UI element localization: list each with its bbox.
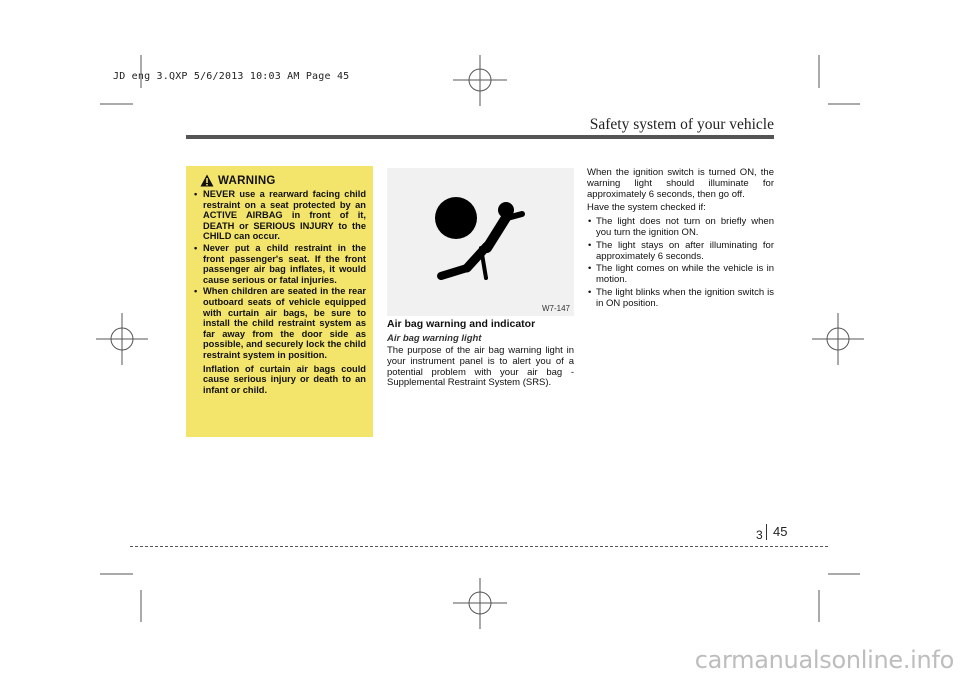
- airbag-illustration: [387, 168, 574, 316]
- ignition-section: [587, 168, 774, 312]
- section-title: Safety system of your vehicle: [589, 116, 774, 133]
- warning-extra-text: Inflation of curtain air bags could cause serious injury or death to an infant or child.: [203, 363, 366, 395]
- check-list: [587, 217, 774, 309]
- check-item: • The light comes on while the vehicle is in motion.: [588, 263, 774, 286]
- body-paragraph: The purpose of the air bag warning light in your instrument panel is to alert you of a potential problem with your air bag - Supplemental Restraint System (SRS).: [387, 345, 574, 389]
- warning-box: [186, 166, 373, 437]
- warning-header: [200, 174, 366, 187]
- page-number: 45: [766, 524, 787, 540]
- chapter-number: 3: [756, 528, 763, 542]
- illustration-code: W7-147: [541, 304, 570, 313]
- intro-paragraph: When the ignition switch is turned ON, the warning light should illuminate for approximately 6 seconds, then go off.: [587, 167, 774, 200]
- header-rule: [186, 135, 774, 139]
- warning-item: • NEVER use a rearward facing child restraint on a seat protected by an ACTIVE AIRBAG in front of it, DEATH or SERIOUS INJURY to the CHILD can occur.: [194, 189, 366, 242]
- airbag-section: [387, 318, 574, 389]
- check-item: • The light blinks when the ignition switch is in ON position.: [588, 286, 774, 309]
- warning-title: WARNING: [218, 174, 276, 187]
- warning-item: • Never put a child restraint in the front passenger's seat. If the front passenger air bag inflates, it would cause serious or fatal injuries.: [194, 242, 366, 285]
- section-subheading: Air bag warning light: [387, 333, 482, 344]
- airbag-warning-icon: [423, 196, 533, 291]
- check-item: • The light does not turn on briefly when you turn the ignition ON.: [588, 216, 774, 238]
- section-heading: Air bag warning and indicator: [387, 318, 536, 330]
- warning-triangle-icon: [200, 174, 214, 187]
- warning-item: • When children are seated in the rear outboard seats of vehicle equipped with curtain air bags, be sure to install the child restraint system as far away from the door side as possible, and securely lock the child restraint system in position.: [194, 286, 366, 360]
- print-slug: JD eng 3.QXP 5/6/2013 10:03 AM Page 45: [113, 71, 350, 82]
- check-item: • The light stays on after illuminating for approximately 6 seconds.: [588, 239, 774, 262]
- check-intro: Have the system checked if:: [587, 202, 706, 214]
- watermark: carmanualsonline.info: [694, 646, 954, 674]
- warning-list: [193, 189, 366, 361]
- footer-rule: [130, 546, 828, 547]
